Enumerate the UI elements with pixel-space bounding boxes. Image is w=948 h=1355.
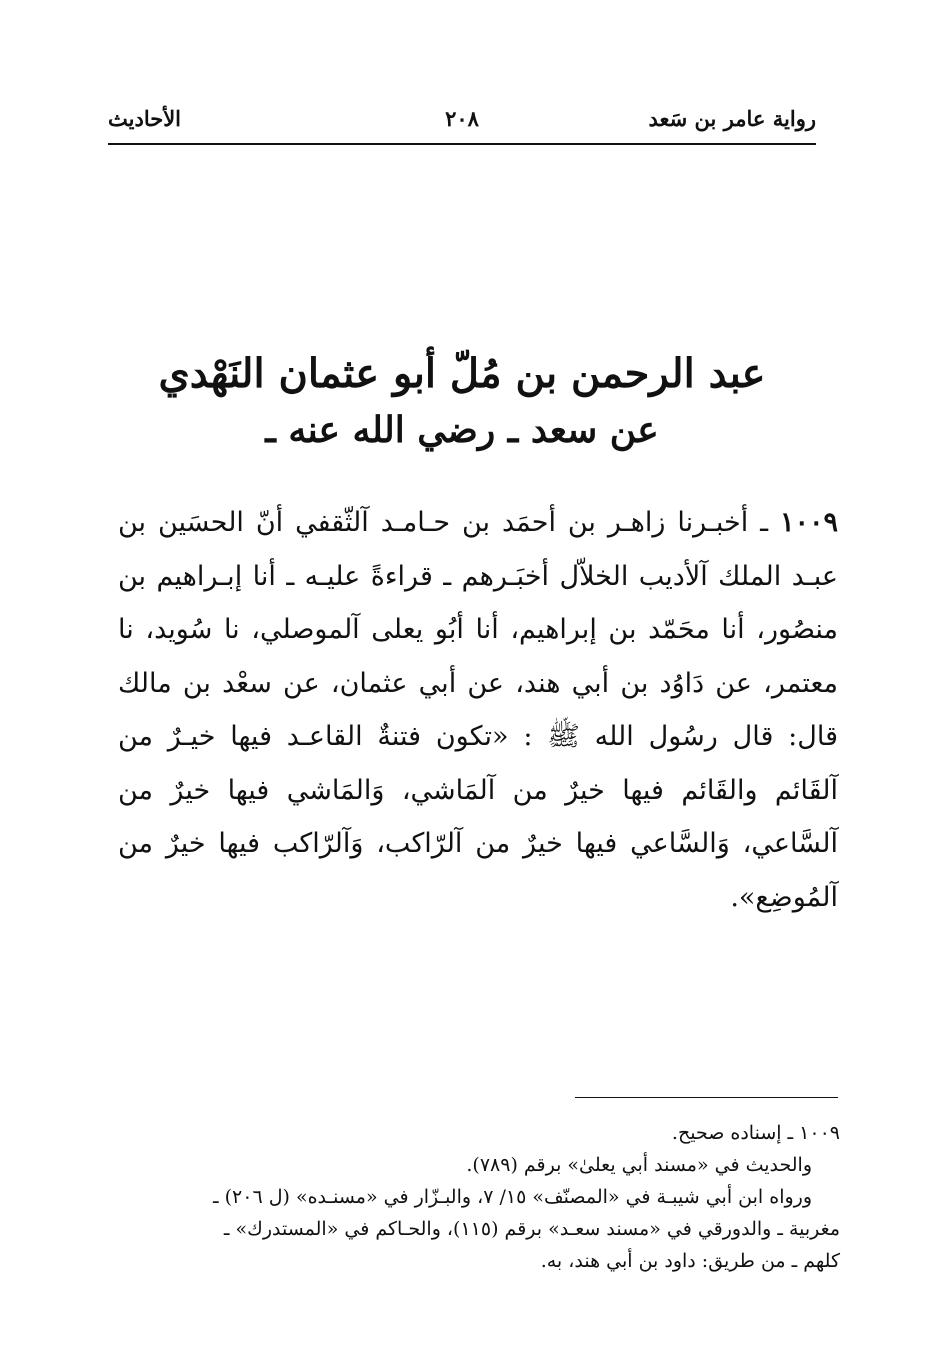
page-number: ٢٠٨ bbox=[445, 106, 479, 131]
header-book-section: رواية عامر بن سَعد bbox=[648, 106, 816, 131]
footnote-line: كلهم ـ من طريق: داود بن أبي هند، به. bbox=[540, 1250, 840, 1272]
chapter-title-line1: عبد الرحمن بن مُلّ أبو عثمان النَهْدي bbox=[158, 350, 766, 397]
header-rule bbox=[108, 143, 816, 145]
header-section-label: الأحاديث bbox=[108, 106, 182, 131]
hadith-text: ـ أخبـرنا زاهـر بن أحمَد بن حـامـد آلثّقفي أنّ الحسَين بن عبـد الملك آلأديب الخلاّل أخبَـرهم ـ قراءةً عليـه ـ أنا إبـراهيم بن منصُور، أنا محَمّد بن إبراهيم، أنا أبُو يعلى آلموصلي، نا سُويد، نا معتمر، عن دَاوُد بن أبي هند، عن أبي عثمان، عن سعْد بن مالك قال: قال رسُول الله ﷺ : «تكون فتنةٌ القاعـد فيها خيـرٌ من آلقَائم والقَائم فيها خيرٌ من آلمَاشي، وَالمَاشي فيها خيرٌ من آلسَّاعي، وَالسَّاعي فيها خيرٌ من آلرّاكب، وَآلرّاكب فيها خيرٌ من آلمُوضِع». bbox=[118, 507, 838, 913]
footnote-line: مغربية ـ والدورقي في «مسند سعـد» برقم (١١٥)، والحـاكم في «المستدرك» ـ bbox=[223, 1218, 840, 1240]
hadith-number: ١٠٠٩ bbox=[779, 507, 838, 538]
running-header bbox=[108, 104, 816, 140]
footnote-line: ورواه ابن أبي شيبـة في «المصنّف» ١٥/ ٧، والبـزّار في «مسنـده» (ل ٢٠٦) ـ bbox=[213, 1186, 812, 1208]
chapter-title-line2: عن سعد ـ رضي الله عنه ـ bbox=[265, 409, 659, 451]
chapter-title bbox=[108, 345, 816, 457]
footnote-line: ١٠٠٩ ـ إسناده صحيح. bbox=[671, 1122, 840, 1144]
footnote-line: والحديث في «مسند أبي يعلىٰ» برقم (٧٨٩). bbox=[466, 1154, 812, 1176]
footnotes bbox=[118, 1117, 840, 1277]
hadith-body bbox=[118, 496, 838, 924]
footnote-rule bbox=[575, 1097, 838, 1098]
